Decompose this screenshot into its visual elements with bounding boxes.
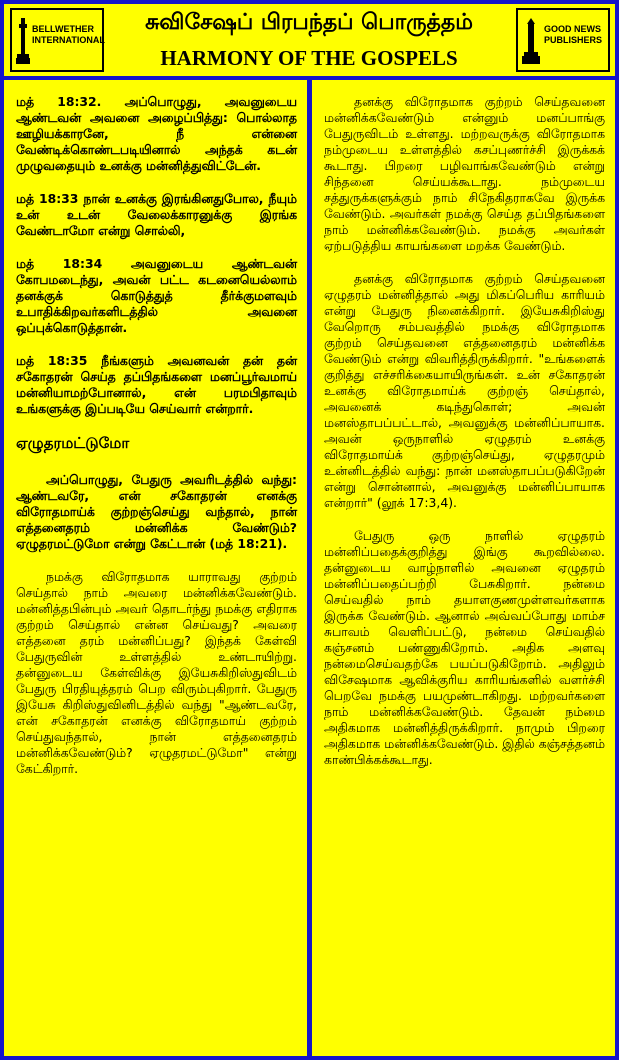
commentary-paragraph: நமக்கு விரோதமாக யாராவது குற்றம் செய்தால் நாம் அவரை மன்னிக்கவேண்டும். மன்னித்தபின்பும் அவர் தொடர்ந்து நமக்கு எதிராக குற்றம் செய்தால் என்ன செய்வது? அவரை எத்தனை தரம் மன்னிப்பது? இந்தக் கேள்வி பேதுருவின் உள்ளத்தில் உண்டாயிற்று. தன்னுடைய கேள்விக்கு இயேசுகிறிஸ்துவிடம் பேதுரு பிரதியுத்தரம் பெற விரும்புகிறார். பேதுரு இயேசு கிறிஸ்துவினிடத்தில் வந்து "ஆண்டவரே, என் சகோதரன் எனக்கு விரோதமாய் குற்றம் செய்துவந்தால், நான் எத்தனைதரம் மன்னிக்கவேண்டும்? ஏழுதரமட்டுமோ" என்று கேட்கிறார். [16, 569, 297, 776]
title-english: HARMONY OF THE GOSPELS [160, 46, 458, 70]
right-column [312, 80, 615, 1056]
verse-18-32: மத் 18:32. அப்பொழுது, அவனுடைய ஆண்டவன் அவனை அழைப்பித்து: பொல்லாத ஊழியக்காரனே, நீ என்னை வேண்டிக்கொண்டபடியினால் அந்தக் கடன் முழுவதையும் உனக்கு மன்னித்துவிட்டேன். [16, 94, 297, 173]
right-paragraph-1: தனக்கு விரோதமாக குற்றம் செய்தவனை மன்னிக்கவேண்டும் என்னும் மனப்பாங்கு பேதுருவிடம் உள்ளது. மற்றவருக்கு விரோதமாக நம்முடைய உள்ளத்தில் கசப்புணர்ச்சி இருக்கக் கூடாது. பிறரை பழிவாங்கவேண்டும் என்று சிந்தனை செய்யக்கூடாது. நம்முடைய சத்துருக்களுக்கும் நாம் சிநேகிதராகவே இருக்க வேண்டும். அவர்கள் நமக்கு செய்த தப்பிதங்களை நாம் மன்னிக்கவேண்டும். நமக்கு அவர்கள் ஏற்படுத்திய காயங்களை மறக்க வேண்டும். [324, 94, 605, 253]
logo-right-text [544, 24, 602, 46]
right-paragraph-3: பேதுரு ஒரு நாளில் ஏழுதரம் மன்னிப்பதைக்குறித்து இங்கு கூறவில்லை. தன்னுடைய வாழ்நாளில் அவனை ஏழுதரம் மன்னிப்பதைப்பற்றி பேசுகிறார். நன்மை செய்வதில் நாம் தயாளகுணமுள்ளவர்களாக இருக்க வேண்டும். ஆனால் அவ்வப்போது மாம்ச சுபாவம் வெளிப்பட்டு, நன்மை செய்வதில் கஞ்சனம் பண்ணுகிறோம். அதிக அளவு நன்மைசெய்வதற்கே பயப்படுகிறோம். அதிலும் விசேஷமாக ஆவிக்குரிய காரியங்களில் வளர்ச்சி பெறவே நமக்கு பயமுண்டாகிறது. மற்றவர்களை நாம் மன்னிக்கவேண்டும். தேவன் நம்மை அதிகமாக மன்னித்திருக்கிறார். நாமும் பிறரை அதிகமாக மன்னிக்கவேண்டும். இதில் கஞ்சத்தனம் காண்பிக்கக்கூடாது. [324, 528, 605, 767]
verse-18-34: மத் 18:34 அவனுடைய ஆண்டவன் கோபமடைந்து, அவன் பட்ட கடனையெல்லாம் தனக்குக் கொடுத்துத் தீர்க்குமளவும் உபாதிக்கிறவர்களிடத்தில் அவனை ஒப்புக்கொடுத்தான். [16, 256, 297, 335]
logo-right-line-1: GOOD NEWS [544, 24, 602, 34]
header-banner [4, 4, 615, 76]
bellwether-logo [10, 8, 104, 72]
logo-right-line-2: PUBLISHERS [544, 35, 603, 45]
logo-left-text [32, 24, 105, 46]
left-column [4, 80, 307, 1056]
logo-left-line-2: INTERNATIONAL [32, 35, 105, 45]
verse-18-35: மத் 18:35 நீங்களும் அவனவன் தன் தன் சகோதரன் செய்த தப்பிதங்களை மனப்பூர்வமாய் மன்னியாமற்போனால், என் பரமபிதாவும் உங்களுக்கு இப்படியே செய்வார் என்றார். [16, 353, 297, 416]
intro-paragraph: அப்பொழுது, பேதுரு அவரிடத்தில் வந்து: ஆண்டவரே, என் சகோதரன் எனக்கு விரோதமாய்க் குற்றஞ்செய்து வந்தால், நான் எத்தனைதரம் மன்னிக்க வேண்டும்? ஏழுதரமட்டுமோ என்று கேட்டான் (மத் 18:21). [16, 472, 297, 551]
section-heading: ஏழுதரமட்டுமோ [16, 434, 130, 452]
title-tamil: சுவிசேஷப் பிரபந்தப் பொருத்தம் [145, 10, 473, 35]
right-paragraph-2: தனக்கு விரோதமாக குற்றம் செய்தவனை ஏழுதரம் மன்னித்தால் அது மிகப்பெரிய காரியம் என்று பேதுரு நினைக்கிறார். இயேசுகிறிஸ்து வேறொரு சம்பவத்தில் நமக்கு விரோதமாக குற்றம் செய்தவனை எத்தனைதரம் மன்னிக்க வேண்டும் என்று விவரித்திருக்கிறார். "உங்களைக் குறித்து எச்சரிக்கையாயிருங்கள். உன் சகோதரன் உனக்கு விரோதமாய்க் குற்றஞ் செய்தால், அவனைக் கடிந்துகொள்; அவன் மனஸ்தாபப்பட்டால், அவனுக்கு மன்னிப்பாயாக. அவன் ஒருநாளில் ஏழுதரம் உனக்கு விரோதமாய்க் குற்றஞ்செய்து, ஏழுதரமும் உன்னிடத்தில் வந்து: நான் மனஸ்தாபப்படுகிறேன் என்று சொன்னால், அவனுக்கு மன்னிப்பாயாக என்றார்" (லூக் 17:3,4). [324, 271, 605, 510]
verse-18-33: மத் 18:33 நான் உனக்கு இரங்கினதுபோல, நீயும் உன் உடன் வேலைக்காரனுக்கு இரங்க வேண்டாமோ என்று சொல்லி, [16, 191, 297, 238]
good-news-logo [516, 8, 610, 72]
logo-left-line-1: BELLWETHER [32, 24, 94, 34]
lamp-icon [16, 16, 30, 66]
lamp-icon [522, 16, 540, 66]
